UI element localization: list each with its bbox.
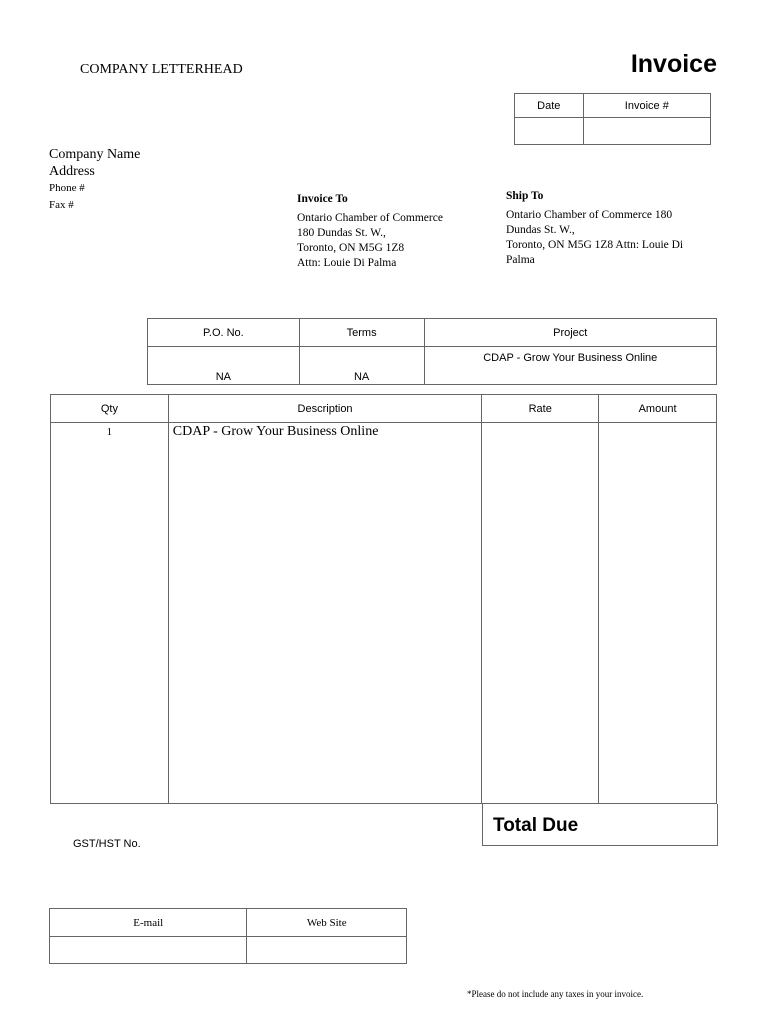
po-number-header: P.O. No.: [148, 319, 300, 347]
table-row: [51, 423, 717, 804]
project-header: Project: [424, 319, 716, 347]
invoice-title: Invoice: [630, 50, 717, 78]
company-address: Address: [49, 164, 95, 179]
tax-footnote: *Please do not include any taxes in your invoice.: [467, 989, 644, 999]
date-cell[interactable]: [515, 118, 584, 145]
total-due-label: Total Due: [493, 815, 579, 836]
invoice-number-cell[interactable]: [583, 118, 710, 145]
project-value[interactable]: CDAP - Grow Your Business Online: [424, 347, 716, 385]
invoice-to-line: Ontario Chamber of Commerce: [297, 212, 443, 224]
company-phone: Phone #: [49, 182, 85, 194]
qty-value: 1: [106, 426, 113, 438]
email-header: E-mail: [50, 909, 247, 937]
amount-header: Amount: [599, 395, 717, 423]
amount-cell[interactable]: [599, 423, 717, 804]
rate-header: Rate: [482, 395, 599, 423]
line-items-table: [50, 394, 717, 804]
contact-table: [49, 908, 407, 964]
email-cell[interactable]: [50, 937, 247, 964]
qty-cell[interactable]: [51, 423, 169, 804]
total-due-box: [482, 804, 718, 846]
gst-hst-label: GST/HST No.: [73, 838, 141, 850]
ship-to-block: [506, 189, 711, 268]
ship-to-line: Toronto, ON M5G 1Z8 Attn: Louie Di: [506, 239, 684, 251]
website-header: Web Site: [247, 909, 407, 937]
invoice-to-heading: Invoice To: [297, 193, 348, 205]
ship-to-line: Palma: [506, 254, 535, 266]
rate-cell[interactable]: [482, 423, 599, 804]
date-invoice-table: [514, 93, 711, 145]
po-number-value[interactable]: NA: [148, 347, 300, 385]
terms-header: Terms: [299, 319, 424, 347]
po-terms-project-table: [147, 318, 717, 385]
invoice-to-line: Attn: Louie Di Palma: [297, 257, 397, 269]
qty-header: Qty: [51, 395, 169, 423]
company-info: [49, 146, 140, 214]
company-letterhead: COMPANY LETTERHEAD: [80, 62, 243, 77]
description-header: Description: [168, 395, 482, 423]
date-header: Date: [515, 94, 584, 118]
ship-to-line: Ontario Chamber of Commerce 180: [506, 209, 673, 221]
ship-to-heading: Ship To: [506, 190, 544, 202]
invoice-to-block: [297, 192, 477, 271]
company-fax: Fax #: [49, 199, 74, 211]
ship-to-line: Dundas St. W.,: [506, 224, 575, 236]
description-value: CDAP - Grow Your Business Online: [172, 424, 379, 439]
website-cell[interactable]: [247, 937, 407, 964]
company-name: Company Name: [49, 147, 141, 162]
invoice-to-line: 180 Dundas St. W.,: [297, 227, 386, 239]
terms-value[interactable]: NA: [299, 347, 424, 385]
description-cell[interactable]: [168, 423, 482, 804]
invoice-number-header: Invoice #: [583, 94, 710, 118]
invoice-to-line: Toronto, ON M5G 1Z8: [297, 242, 405, 254]
